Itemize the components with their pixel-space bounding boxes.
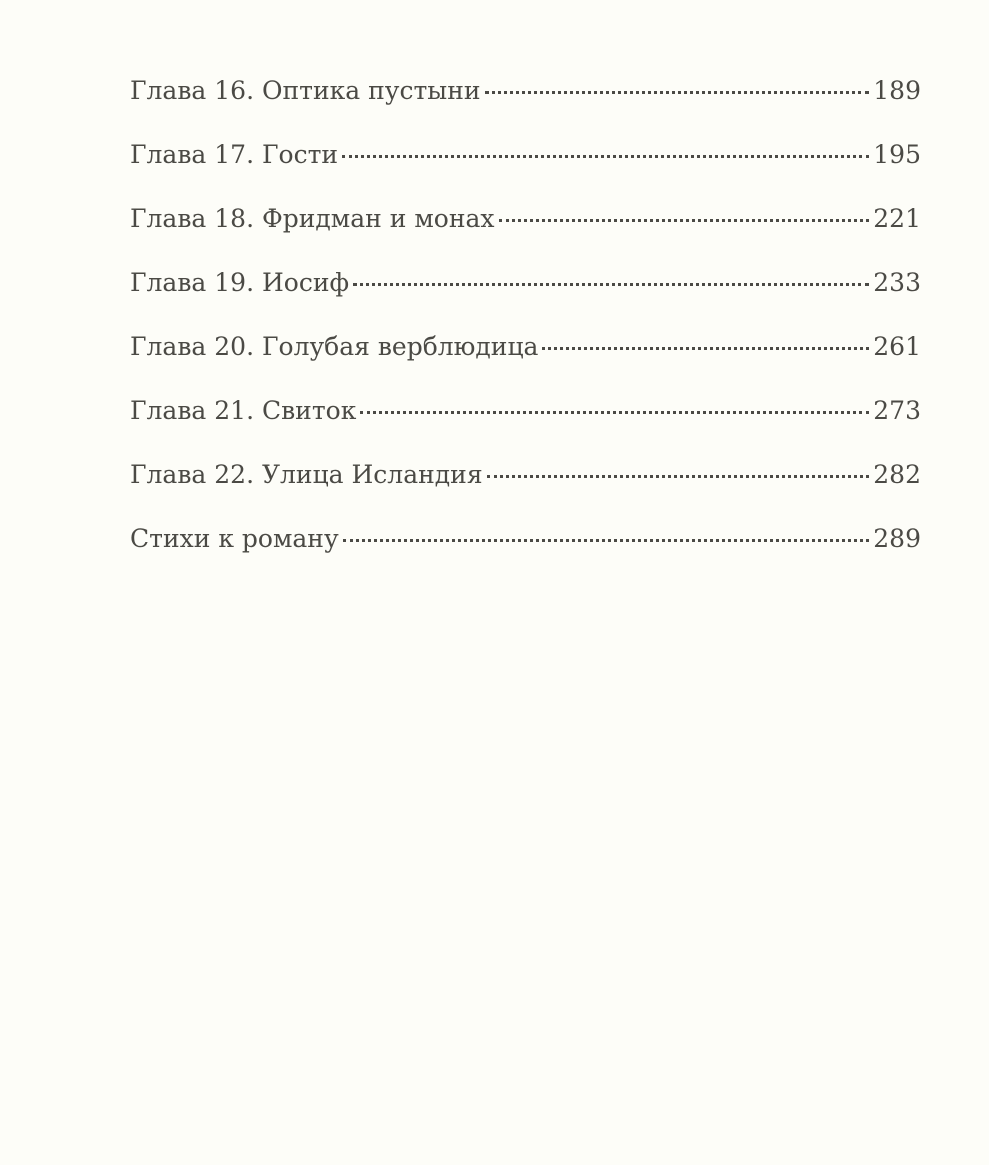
toc-entry-chapter-21 [130, 398, 921, 462]
toc-entry-title: Глава 22. Улица Исландия [130, 460, 483, 489]
toc-dot-leader [485, 91, 870, 94]
toc-entry-page-number: 221 [873, 204, 921, 233]
toc-entry-title: Глава 18. Фридман и монах [130, 204, 495, 233]
toc-dot-leader [499, 219, 870, 222]
toc-dot-leader [487, 475, 870, 478]
toc-entry-page-number: 195 [873, 140, 921, 169]
toc-entry-title: Стихи к роману [130, 524, 339, 553]
toc-dot-leader [353, 283, 869, 286]
toc-entry-chapter-19 [130, 270, 921, 334]
toc-entry-chapter-18 [130, 206, 921, 270]
toc-entry-page-number: 189 [873, 76, 921, 105]
toc-entry-title: Глава 21. Свиток [130, 396, 357, 425]
toc-entry-page-number: 282 [873, 460, 921, 489]
toc-entry-title: Глава 17. Гости [130, 140, 339, 169]
table-of-contents [130, 78, 921, 590]
toc-entry-page-number: 261 [873, 332, 921, 361]
toc-entry-page-number: 289 [873, 524, 921, 553]
toc-dot-leader [342, 155, 869, 158]
toc-entry-chapter-20 [130, 334, 921, 398]
toc-dot-leader [360, 411, 869, 414]
toc-entry-chapter-17 [130, 142, 921, 206]
toc-entry-poems [130, 526, 921, 590]
toc-entry-title: Глава 20. Голубая верблюдица [130, 332, 539, 361]
toc-entry-page-number: 273 [873, 396, 921, 425]
toc-entry-title: Глава 16. Оптика пустыни [130, 76, 481, 105]
toc-entry-chapter-22 [130, 462, 921, 526]
toc-entry-page-number: 233 [873, 268, 921, 297]
toc-entry-chapter-16 [130, 78, 921, 142]
toc-dot-leader [542, 347, 869, 350]
toc-entry-title: Глава 19. Иосиф [130, 268, 350, 297]
toc-dot-leader [343, 539, 870, 542]
